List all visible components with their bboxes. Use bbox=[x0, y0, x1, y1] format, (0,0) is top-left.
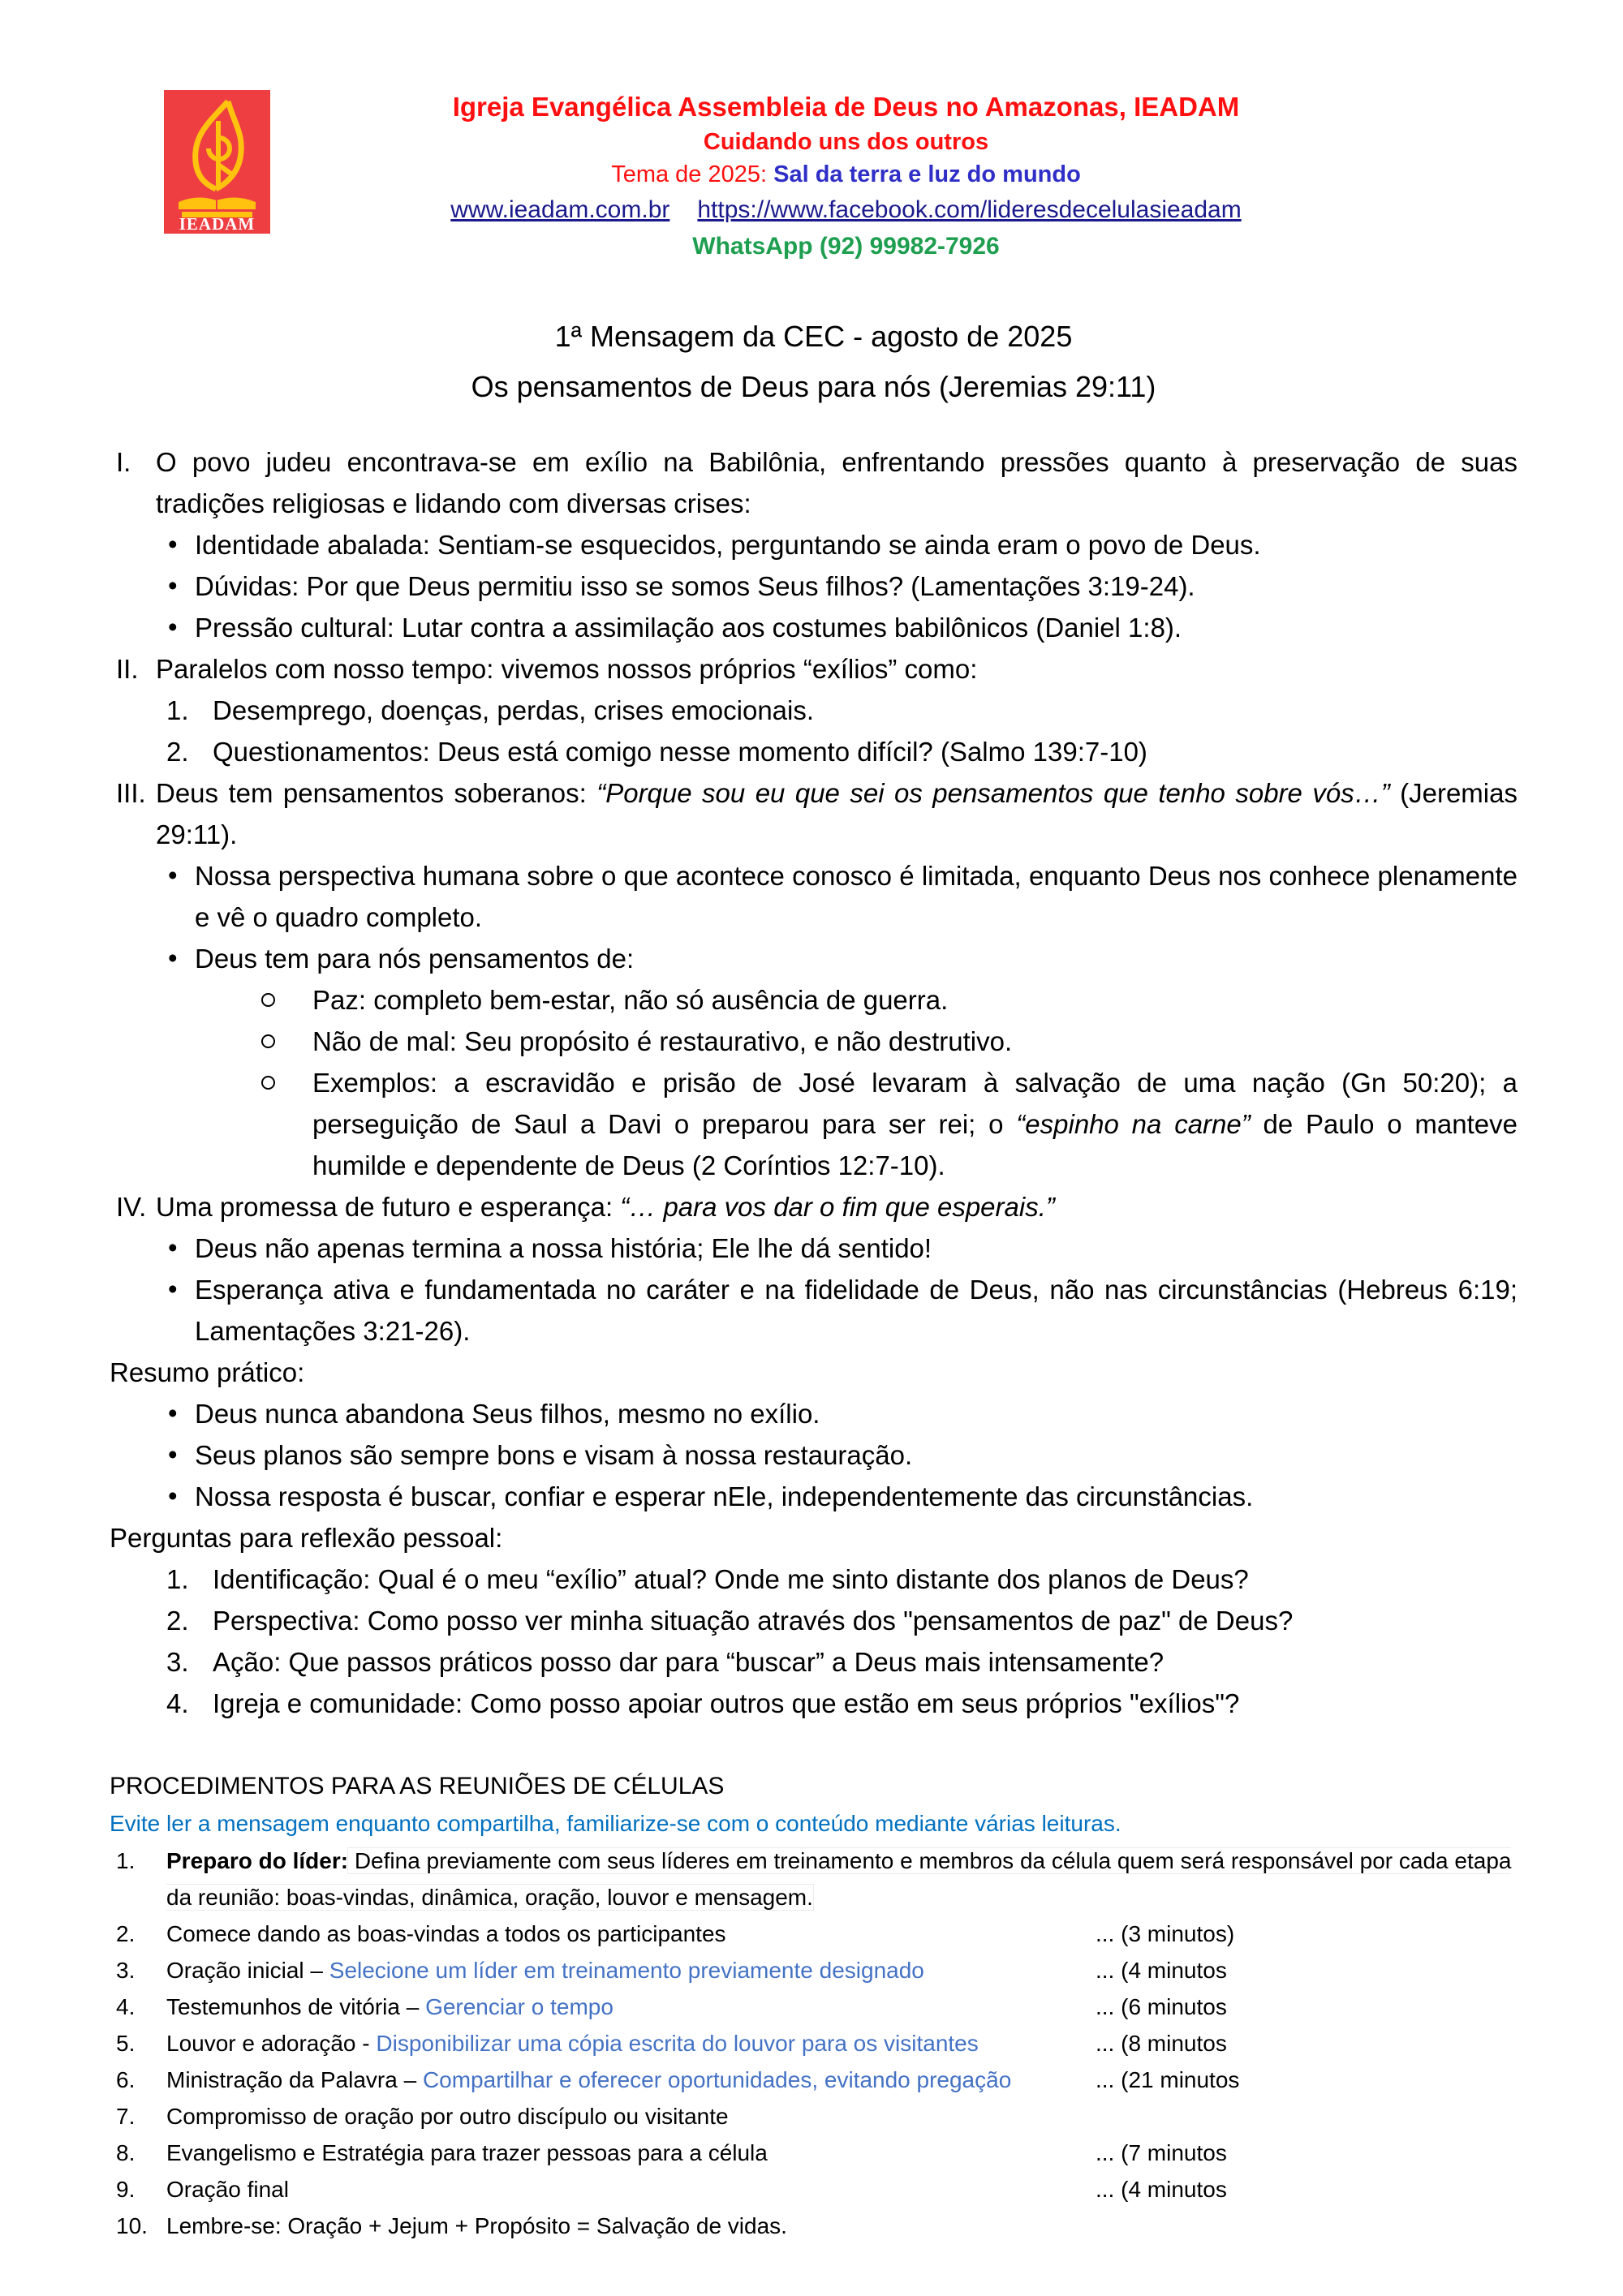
item-text: Identificação: Qual é o meu “exílio” atual? Onde me sinto distante dos planos de Deus? bbox=[213, 1564, 1249, 1594]
bullet-text: Deus nunca abandona Seus filhos, mesmo no exílio. bbox=[195, 1399, 820, 1429]
outline-section-4 bbox=[110, 1186, 1518, 1228]
whatsapp-line: WhatsApp (92) 99982-7926 bbox=[692, 233, 1000, 260]
item-duration: ... (4 minutos bbox=[1096, 1958, 1227, 1983]
item-text: Compromisso de oração por outro discípulo ou visitante bbox=[166, 2104, 729, 2129]
item-number: 2. bbox=[116, 1921, 136, 1946]
item-text: Questionamentos: Deus está comigo nesse momento difícil? (Salmo 139:7-10) bbox=[213, 737, 1147, 767]
item-number: 4. bbox=[166, 1688, 189, 1718]
procedure-item bbox=[110, 2171, 1518, 2208]
item-text: Comece dando as boas-vindas a todos os participantes bbox=[166, 1921, 726, 1946]
list-item bbox=[110, 565, 1518, 607]
bullet-icon: • bbox=[168, 860, 178, 890]
bullet-text: Dúvidas: Por que Deus permitiu isso se somos Seus filhos? (Lamentações 3:19-24). bbox=[195, 571, 1195, 601]
bullet-icon: • bbox=[168, 943, 178, 973]
message-outline bbox=[110, 441, 1518, 1724]
roman-numeral: III. bbox=[116, 778, 146, 808]
circle-bullet-icon bbox=[261, 993, 275, 1007]
procedure-item bbox=[110, 2135, 1518, 2171]
list-item bbox=[110, 1559, 1518, 1600]
item-duration: ... (3 minutos) bbox=[1096, 1921, 1235, 1946]
sub-item-text: Não de mal: Seu propósito é restaurativo, e não destrutivo. bbox=[312, 1026, 1013, 1056]
bullet-icon: • bbox=[168, 529, 178, 559]
reflection-heading: Perguntas para reflexão pessoal: bbox=[110, 1523, 503, 1553]
bullet-icon: • bbox=[168, 612, 178, 642]
list-item bbox=[110, 607, 1518, 648]
item-number: 2. bbox=[166, 1606, 189, 1636]
list-item bbox=[110, 1269, 1518, 1352]
ieadam-logo bbox=[164, 90, 270, 234]
facebook-link[interactable]: https://www.facebook.com/lideresdecelulasieadam bbox=[697, 196, 1242, 223]
roman-numeral: II. bbox=[116, 654, 139, 684]
item-number: 9. bbox=[116, 2177, 136, 2202]
procedure-item bbox=[110, 2098, 1518, 2135]
item-lead-bold: Preparo do líder: bbox=[166, 1848, 349, 1873]
roman-numeral: I. bbox=[116, 447, 131, 477]
church-name: Igreja Evangélica Assembleia de Deus no Amazonas, IEADAM bbox=[452, 92, 1240, 122]
message-title bbox=[110, 312, 1518, 412]
list-item bbox=[110, 524, 1518, 565]
item-number: 1. bbox=[166, 695, 189, 725]
list-item bbox=[110, 690, 1518, 731]
bullet-icon: • bbox=[168, 1398, 178, 1428]
header-text bbox=[110, 88, 1518, 264]
procedure-item bbox=[110, 1842, 1518, 1915]
item-number: 2. bbox=[166, 737, 189, 767]
item-text: Igreja e comunidade: Como posso apoiar outros que estão em seus próprios "exílios"? bbox=[213, 1688, 1240, 1718]
bullet-icon: • bbox=[168, 1232, 178, 1262]
sub-list-item bbox=[110, 1021, 1518, 1062]
item-number: 8. bbox=[116, 2140, 136, 2165]
section-text: Uma promessa de futuro e esperança: bbox=[156, 1192, 621, 1222]
scripture-quote: “Porque sou eu que sei os pensamentos que tenho sobre vós…” bbox=[596, 778, 1390, 808]
procedure-item bbox=[110, 2208, 1518, 2244]
item-duration: ... (6 minutos bbox=[1096, 1994, 1227, 2019]
item-duration: ... (8 minutos bbox=[1096, 2031, 1227, 2056]
sub-item-text: Exemplos: a escravidão e prisão de José levaram à salvação de uma nação (Gn 50:20); a perseguição de Saul a Davi o preparou para ser rei; o bbox=[312, 1068, 1518, 1139]
item-text: Evangelismo e Estratégia para trazer pessoas para a célula bbox=[166, 2140, 768, 2165]
bullet-text: Nossa resposta é buscar, confiar e esperar nEle, independentemente das circunstâncias. bbox=[195, 1481, 1254, 1511]
circle-bullet-icon bbox=[261, 1076, 275, 1090]
links-line bbox=[207, 191, 1485, 229]
section-text: Deus tem pensamentos soberanos: bbox=[156, 778, 597, 808]
bullet-icon: • bbox=[168, 570, 178, 600]
procedure-item bbox=[110, 1915, 1518, 1952]
item-duration: ... (7 minutos bbox=[1096, 2140, 1227, 2165]
bullet-text: Deus tem para nós pensamentos de: bbox=[195, 944, 635, 974]
section-text: Paralelos com nosso tempo: vivemos nossos próprios “exílios” como: bbox=[156, 654, 978, 684]
theme-value: Sal da terra e luz do mundo bbox=[773, 161, 1081, 187]
sub-list-item bbox=[110, 1062, 1518, 1186]
item-text: Ministração da Palavra – bbox=[166, 2067, 423, 2092]
procedures-section bbox=[110, 1768, 1518, 2244]
circle-bullet-icon bbox=[261, 1034, 275, 1048]
bullet-text: Nossa perspectiva humana sobre o que acontece conosco é limitada, enquanto Deus nos conhece plenamente e vê o quadro completo. bbox=[195, 861, 1518, 932]
bullet-text: Pressão cultural: Lutar contra a assimilação aos costumes babilônicos (Daniel 1:8). bbox=[195, 613, 1182, 643]
outline-section-1 bbox=[110, 441, 1518, 524]
church-motto: Cuidando uns dos outros bbox=[703, 129, 989, 155]
logo-text: IEADAM bbox=[179, 214, 256, 234]
procedure-item bbox=[110, 1952, 1518, 1989]
scripture-quote: “… para vos dar o fim que esperais.” bbox=[620, 1192, 1055, 1222]
bullet-text: Seus planos são sempre bons e visam à nossa restauração. bbox=[195, 1440, 913, 1470]
item-number: 3. bbox=[166, 1647, 189, 1677]
sub-item-text: Paz: completo bem-estar, não só ausência de guerra. bbox=[312, 985, 949, 1015]
item-text: Oração inicial – bbox=[166, 1958, 329, 1983]
sub-item-text: de Paulo o manteve humilde e dependente de Deus (2 Coríntios 12:7-10). bbox=[312, 1109, 1518, 1180]
bullet-icon: • bbox=[168, 1439, 178, 1469]
item-instruction: Selecione um líder em treinamento previamente designado bbox=[329, 1958, 924, 1983]
summary-heading: Resumo prático: bbox=[110, 1357, 305, 1387]
list-item bbox=[110, 1683, 1518, 1724]
list-item bbox=[110, 1641, 1518, 1683]
theme-line bbox=[207, 158, 1485, 191]
message-title-line1: 1ª Mensagem da CEC - agosto de 2025 bbox=[554, 320, 1073, 353]
message-title-line2: Os pensamentos de Deus para nós (Jeremias 29:11) bbox=[471, 370, 1156, 403]
procedure-item bbox=[110, 2025, 1518, 2062]
list-item bbox=[110, 1476, 1518, 1517]
bullet-icon: • bbox=[168, 1274, 178, 1304]
item-number: 6. bbox=[116, 2067, 136, 2092]
bullet-text: Deus não apenas termina a nossa história; Ele lhe dá sentido! bbox=[195, 1233, 932, 1263]
item-number: 4. bbox=[116, 1994, 136, 2019]
item-instruction: Gerenciar o tempo bbox=[425, 1994, 613, 2019]
theme-label: Tema de 2025: bbox=[611, 161, 774, 187]
bullet-text: Identidade abalada: Sentiam-se esquecidos, perguntando se ainda eram o povo de Deus. bbox=[195, 530, 1261, 560]
item-duration: ... (4 minutos bbox=[1096, 2177, 1227, 2202]
list-item bbox=[110, 855, 1518, 938]
outline-section-3 bbox=[110, 772, 1518, 855]
item-duration: ... (21 minutos bbox=[1096, 2067, 1240, 2092]
sub-list-item bbox=[110, 979, 1518, 1021]
item-number: 1. bbox=[116, 1848, 136, 1873]
item-text: Perspectiva: Como posso ver minha situação através dos "pensamentos de paz" de Deus? bbox=[213, 1606, 1294, 1636]
list-item bbox=[110, 1393, 1518, 1434]
procedure-item bbox=[110, 1989, 1518, 2025]
procedures-note: Evite ler a mensagem enquanto compartilha, familiarize-se com o conteúdo mediante várias leituras. bbox=[110, 1811, 1121, 1836]
item-text: Louvor e adoração - bbox=[166, 2031, 377, 2056]
item-number: 7. bbox=[116, 2104, 136, 2129]
bullet-text: Esperança ativa e fundamentada no caráter e na fidelidade de Deus, não nas circunstâncias (Hebreus 6:19; Lamentações 3:21-26). bbox=[195, 1275, 1518, 1346]
roman-numeral: IV. bbox=[116, 1192, 147, 1222]
item-text: Oração final bbox=[166, 2177, 289, 2202]
scripture-quote: “espinho na carne” bbox=[1016, 1109, 1251, 1139]
outline-section-2 bbox=[110, 648, 1518, 690]
procedures-heading: PROCEDIMENTOS PARA AS REUNIÕES DE CÉLULAS bbox=[110, 1773, 725, 1799]
list-item bbox=[110, 1434, 1518, 1476]
item-text: Lembre-se: Oração + Jejum + Propósito = Salvação de vidas. bbox=[166, 2213, 787, 2238]
item-text: Desemprego, doenças, perdas, crises emocionais. bbox=[213, 695, 815, 725]
item-instruction: Disponibilizar uma cópia escrita do louvor para os visitantes bbox=[376, 2031, 979, 2056]
letterhead bbox=[110, 88, 1518, 266]
bullet-icon: • bbox=[168, 1481, 178, 1511]
section-text: O povo judeu encontrava-se em exílio na Babilônia, enfrentando pressões quanto à preservação de suas tradições religiosas e lidando com diversas crises: bbox=[156, 447, 1518, 518]
website-link[interactable]: www.ieadam.com.br bbox=[450, 196, 670, 223]
list-item bbox=[110, 1228, 1518, 1269]
item-instruction: Compartilhar e oferecer oportunidades, evitando pregação bbox=[422, 2067, 1012, 2092]
item-text: Defina previamente com seus líderes em treinamento e membros da célula quem será responsável por cada etapa da reunião: boas-vindas, dinâmica, oração, louvor e mensagem. bbox=[166, 1848, 1512, 1910]
item-number: 3. bbox=[116, 1958, 136, 1983]
list-item bbox=[110, 731, 1518, 772]
item-number: 1. bbox=[166, 1564, 189, 1594]
item-number: 5. bbox=[116, 2031, 136, 2056]
list-item bbox=[110, 1600, 1518, 1641]
item-text: Testemunhos de vitória – bbox=[166, 1994, 426, 2019]
item-number: 10. bbox=[116, 2213, 148, 2238]
procedure-item bbox=[110, 2062, 1518, 2098]
scripture-reference: (Jeremias 29:11). bbox=[156, 778, 1518, 849]
item-text: Ação: Que passos práticos posso dar para “buscar” a Deus mais intensamente? bbox=[213, 1647, 1165, 1677]
list-item bbox=[110, 938, 1518, 979]
